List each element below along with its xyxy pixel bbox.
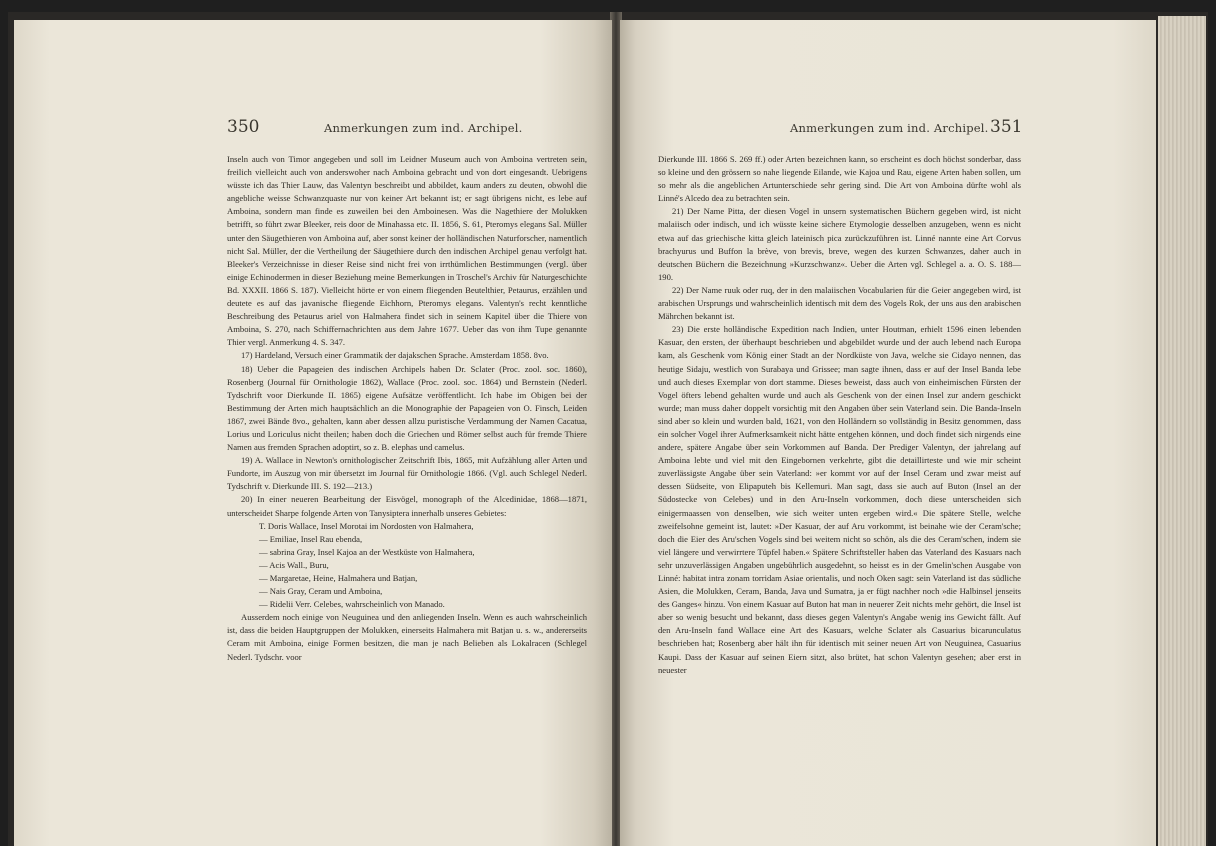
- right-page: [620, 20, 1156, 846]
- paragraph: Dierkunde III. 1866 S. 269 ff.) oder Arten bezeichnen kann, so erscheint es doch höchst sonderbar, dass so kleine und den grössern so nahe liegende Eilande, wie Kajoa und Rau, eigene Arten haben sollen, um so mehr als die angeblichen Artunterschiede sehr gering sind. Die Art von Amboina dürfte wohl als Linné's Alcedo dea zu betrachten sein.: [658, 154, 1021, 204]
- species-item: T. Doris Wallace, Insel Morotai im Nordosten von Halmahera,: [259, 520, 474, 531]
- species-item: — Ridelii Verr. Celebes, wahrscheinlich von Manado.: [259, 599, 445, 610]
- species-item: — sabrina Gray, Insel Kajoa an der Westküste von Halmahera,: [259, 546, 475, 557]
- species-item: — Emiliae, Insel Rau ebenda,: [259, 533, 363, 544]
- footnote-18: 18) Ueber die Papageien des indischen Archipels haben Dr. Sclater (Proc. zool. soc. 1860), Rosenberg (Journal für Ornithologie 1862), Wallace (Proc. zool. soc. 1864) und Bernstein (Nederl. Tydschrift voor Dierkunde II. 1865) eigene Aufsätze veröffentlicht. Ich habe im Obigen bei der Bestimmung der Arten mich hauptsächlich an die Monographie der Papageien von O. Finsch, Leiden 1867, zwei Bände 8vo., gehalten, kann aber dessen allzu puristische Verdammung der Namen Cacatua, Lorius und Loriculus nicht theilen; haben doch die Griechen und Römer selbst auch für fremde Thiere Namen aus fremden Sprachen adoptirt, so z. B. elephas und camelus.: [227, 363, 587, 453]
- footnote-21: 21) Der Name Pitta, der diesen Vogel in unsern systematischen Büchern gegeben wird, ist nicht malaiisch oder indisch, und ich wüsste keine sichere Etymologie desselben anzugeben, wenn es nicht etwa auf das griechische kitta gleich lateinisch pica zurückzuführen ist. Linné nannte eine Art Corvus brachyurus und Buffon la brève, von brevis, breve, wegen des kurzen Schwanzes, daher auch in deutschen Büchern die Bezeichnung »Kurzschwanz«. Ueber die Arten vgl. Schlegel a. a. O. S. 188—190.: [658, 206, 1021, 282]
- open-book: [8, 12, 1208, 846]
- footnote-19: 19) A. Wallace in Newton's ornithologischer Zeitschrift Ibis, 1865, mit Aufzählung aller Arten und Fundorte, im Auszug von mir übersetzt im Journal für Ornithologie 1866. (Vgl. auch Schlegel Nederl. Tydschrift v. Dierkunde III. S. 192—213.): [227, 455, 587, 492]
- species-item: — Acis Wall., Buru,: [259, 559, 329, 570]
- right-running-title: Anmerkungen zum ind. Archipel.: [790, 121, 989, 135]
- right-body-text: [658, 153, 1021, 677]
- left-page: [14, 20, 612, 846]
- left-running-title: Anmerkungen zum ind. Archipel.: [324, 121, 523, 135]
- left-body-text: [227, 153, 587, 664]
- left-page-number: 350: [227, 117, 260, 137]
- footnote-20: 20) In einer neueren Bearbeitung der Eisvögel, monograph of the Alcedinidae, 1868—1871, unterscheidet Sharpe folgende Arten von Tanysiptera innerhalb unseres Gebietes:: [227, 494, 587, 518]
- species-item: — Nais Gray, Ceram und Amboina,: [259, 586, 383, 597]
- right-page-number: 351: [990, 117, 1023, 137]
- footnote-22: 22) Der Name ruuk oder ruq, der in den malaiischen Vocabularien für die Geier angegeben wird, ist arabischen Ursprungs und wahrscheinlich identisch mit dem des Vogels Rok, der uns aus den arabischen Mährchen bekannt ist.: [658, 284, 1021, 322]
- footnote-17: 17) Hardeland, Versuch einer Grammatik der dajakschen Sprache. Amsterdam 1858. 8vo.: [241, 350, 549, 361]
- closing-paragraph: Ausserdem noch einige von Neuguinea und den anliegenden Inseln. Wenn es auch wahrscheinlich ist, dass die beiden Hauptgruppen der Molukken, einerseits Halmahera mit Batjan u. s. w., andererseits Ceram mit Amboina, einige Formen besitzen, die man je nach Belieben als Lokalracen (Schlegel Nederl. Tydschr. voor: [227, 612, 587, 662]
- page-edges: [1158, 16, 1206, 846]
- paragraph: Inseln auch von Timor angegeben und soll im Leidner Museum auch von Amboina vertreten sein, freilich vielleicht auch von anderswoher nach Amboina gebracht und von dort eingesandt. Uebrigens wüsste ich das Thier Lauw, das Valentyn beschreibt und abbildet, kaum anders zu deuten, obwohl die angebliche weisse Schwanzquaste nur von keiner Art bekannt ist; er sagt übrigens nicht, es lebe auf Amboina, sondern man finde es zuweilen bei den Amboinesen. Was die Nagethiere der Molukken betrifft, so führt zwar Bleeker, reis door de Minahassa etc. II. 1856, S. 61, Pteromys elegans Sal. Müller unter den Säugethieren von Amboina auf, aber sonst keiner der holländischen Naturforscher, namentlich nicht Sal. Müller, der die Vertheilung der Säugethiere durch den indischen Archipel genau verfolgt hat. Bleeker's Verzeichnisse in dieser Reise sind nicht frei von irrthümlichen Bestimmungen (vergl. über einige Echinodermen in dieser Beziehung meine Bemerkungen in Troschel's Archiv für Naturgeschichte Bd. XXXII. 1866 S. 187). Vielleicht hörte er von einem fliegenden Beutelthier, Petaurus, erzählen und deutete es auf das javanische fliegende Eichhorn, Pteromys elegans. Valentyn's recht kenntliche Beschreibung des Petaurus ariel von Halmahera findet sich in seinem Kapitel über die Thiere von Amboina, S. 270, nach Schiffernachrichten aus dem Jahre 1677. Ueber das von ihm Tupe genannte Thier vergl. Anmerkung 4. S. 347.: [227, 154, 587, 348]
- footnote-23: 23) Die erste holländische Expedition nach Indien, unter Houtman, erhielt 1596 einen lebenden Kasuar, den ersten, der überhaupt beschrieben und abgebildet wurde und der auch lebend nach Europa kam, als Geschenk vom König einer Stadt an der Nordküste von Java, welche sie Cidayo nennen, das heutige Sidaju, westlich von Surabaya und Grissee; man sagte ihnen, dass er auf der Insel Banda lebe und auch dieses Exemplar von dort stamme. Dieses beweist, dass auch von einheimischen Fürsten der Vogel öfters lebend gehalten wurde und auch als Geschenk von der einen Insel zur andern geschickt wurde; man muss daher doppelt vorsichtig mit den Angaben über sein Vaterland sein. Die Banda-Inseln sind aber so klein und wurden bald, 1621, von den Holländern so vollständig in Besitz genommen, dass ein solcher Vogel ihrer Aufmerksamkeit nicht hätte entgehen können, und doch findet sich nirgends eine andere, spätere Angabe über sein Vorkommen auf Banda. Der Prediger Valentyn, der jahrelang auf Amboina lebte und viel mit den Eingebornen verkehrte, gibt die detaillirteste und wie mir scheint zuverlässigste Angabe über sein Vaterland: »er kommt vor auf der Insel Ceram und zwar meist auf dessen Südseite, von Elipaputeh bis Kellemuri. Man sagt, dass sie auch auf Buton (Insel an der Südostecke von Celebes) und in den Aru-Inseln vorkommen, doch diese unterscheiden sich einigermaassen von denselben, wie sich weiter unten ergeben wird.« Die spätere Stelle, welche zweifelsohne gemeint ist, lautet: »Der Kasuar, der auf Aru vorkommt, ist beinahe wie der Ceram'sche; doch die Eier des Aru'schen Vogels sind bei weitem nicht so schön, als die des Ceram'schen, indem sie viel längere und verwirrtere Tüpfel haben.« Spätere Schriftsteller haben das Vaterland des Kasuars nach sehr unzuverlässigen Angaben ungebührlich ausgedehnt, so heisst es in der Gmelin'schen Ausgabe von Linné: habitat intra zonam torridam Asiae orientalis, und noch Oken sagt: sein Vaterland ist das südliche Asien, die Molukken, Ceram, Banda, Java und Sumatra, ja er fügt nachher noch »die Halbinsel jenseits des Ganges« hinzu. Von einem Kasuar auf Buton hat man in neuerer Zeit nichts mehr gehört, die Insel ist aber so wenig besucht und bekannt, dass dieses gegen Valentyn's Angabe wenig ins Gewicht fällt. Auf den Aru-Inseln fand Wallace eine Art des Kasuars, welche Sclater als Casuarius bicarunculatus beschrieben hat; Rosenberg aber hält ihn für identisch mit seiner neuen Art von Neuguinea, Casuarius Kaupi. Dass der Kasuar auf seinen Eiern sitzt, also brütet, hat schon Valentyn gesehen; aber erst in neuester: [658, 324, 1021, 675]
- species-item: — Margaretae, Heine, Halmahera und Batjan,: [259, 573, 418, 583]
